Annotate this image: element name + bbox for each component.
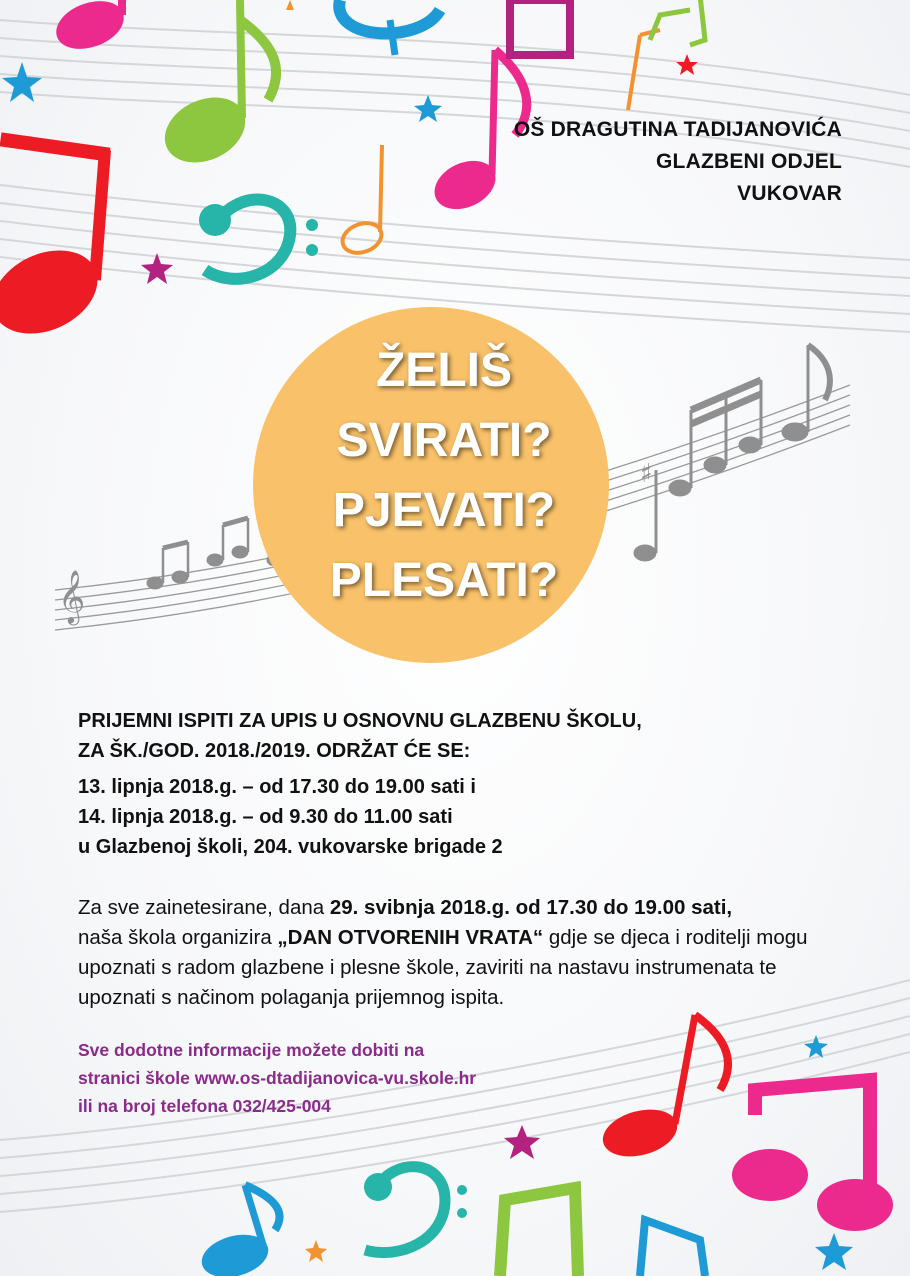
headline-line-4: PLESATI? [329,554,559,607]
entrance-exams-block [78,706,642,862]
info-line-3: ili na broj telefona 032/425-004 [78,1096,331,1116]
open-day-text-2: naša škola organizira [78,926,278,949]
open-day-text-1: Za sve zainetesirane, dana [78,896,330,919]
svg-text:𝄞: 𝄞 [58,569,86,623]
exams-title-line-1: PRIJEMNI ISPITI ZA UPIS U OSNOVNU GLAZBENU ŠKOLU, [78,710,642,732]
headline [253,336,635,616]
school-name: OŠ DRAGUTINA TADIJANOVIĆA [513,118,842,141]
info-line-1: Sve dodotne informacije možete dobiti na [78,1040,425,1060]
headline-line-1: ŽELIŠ [375,344,512,397]
open-day-text-3: gdje se djeca i roditelji mogu upoznati s radom glazbene i plesne škole, zaviriti na nastavu instrumenata te upoznati s načinom polaganja prijemnog ispita. [78,926,808,1009]
headline-line-3: PJEVATI? [332,484,556,537]
info-line-2: stranici škole www.os-dtadijanovica-vu.skole.hr [78,1068,477,1088]
open-day-event-name: „DAN OTVORENIH VRATA“ [277,926,544,949]
contact-info [78,1036,476,1120]
exam-date-1: 13. lipnja 2018.g. – od 17.30 do 19.00 sati i [78,776,476,798]
city-name: VUKOVAR [737,182,842,205]
headline-line-2: SVIRATI? [336,414,552,467]
exam-date-2: 14. lipnja 2018.g. – od 9.30 do 11.00 sati [78,806,453,828]
exams-title-line-2: ZA ŠK./GOD. 2018./2019. ODRŽAT ĆE SE: [78,740,471,762]
svg-text:♯: ♯ [640,459,653,489]
open-day-date: 29. svibnja 2018.g. od 17.30 do 19.00 sati, [329,896,733,919]
school-name-block [514,114,842,210]
department-name: GLAZBENI ODJEL [656,150,842,173]
exam-location: u Glazbenoj školi, 204. vukovarske brigade 2 [78,836,503,858]
open-day-paragraph [78,893,838,1013]
